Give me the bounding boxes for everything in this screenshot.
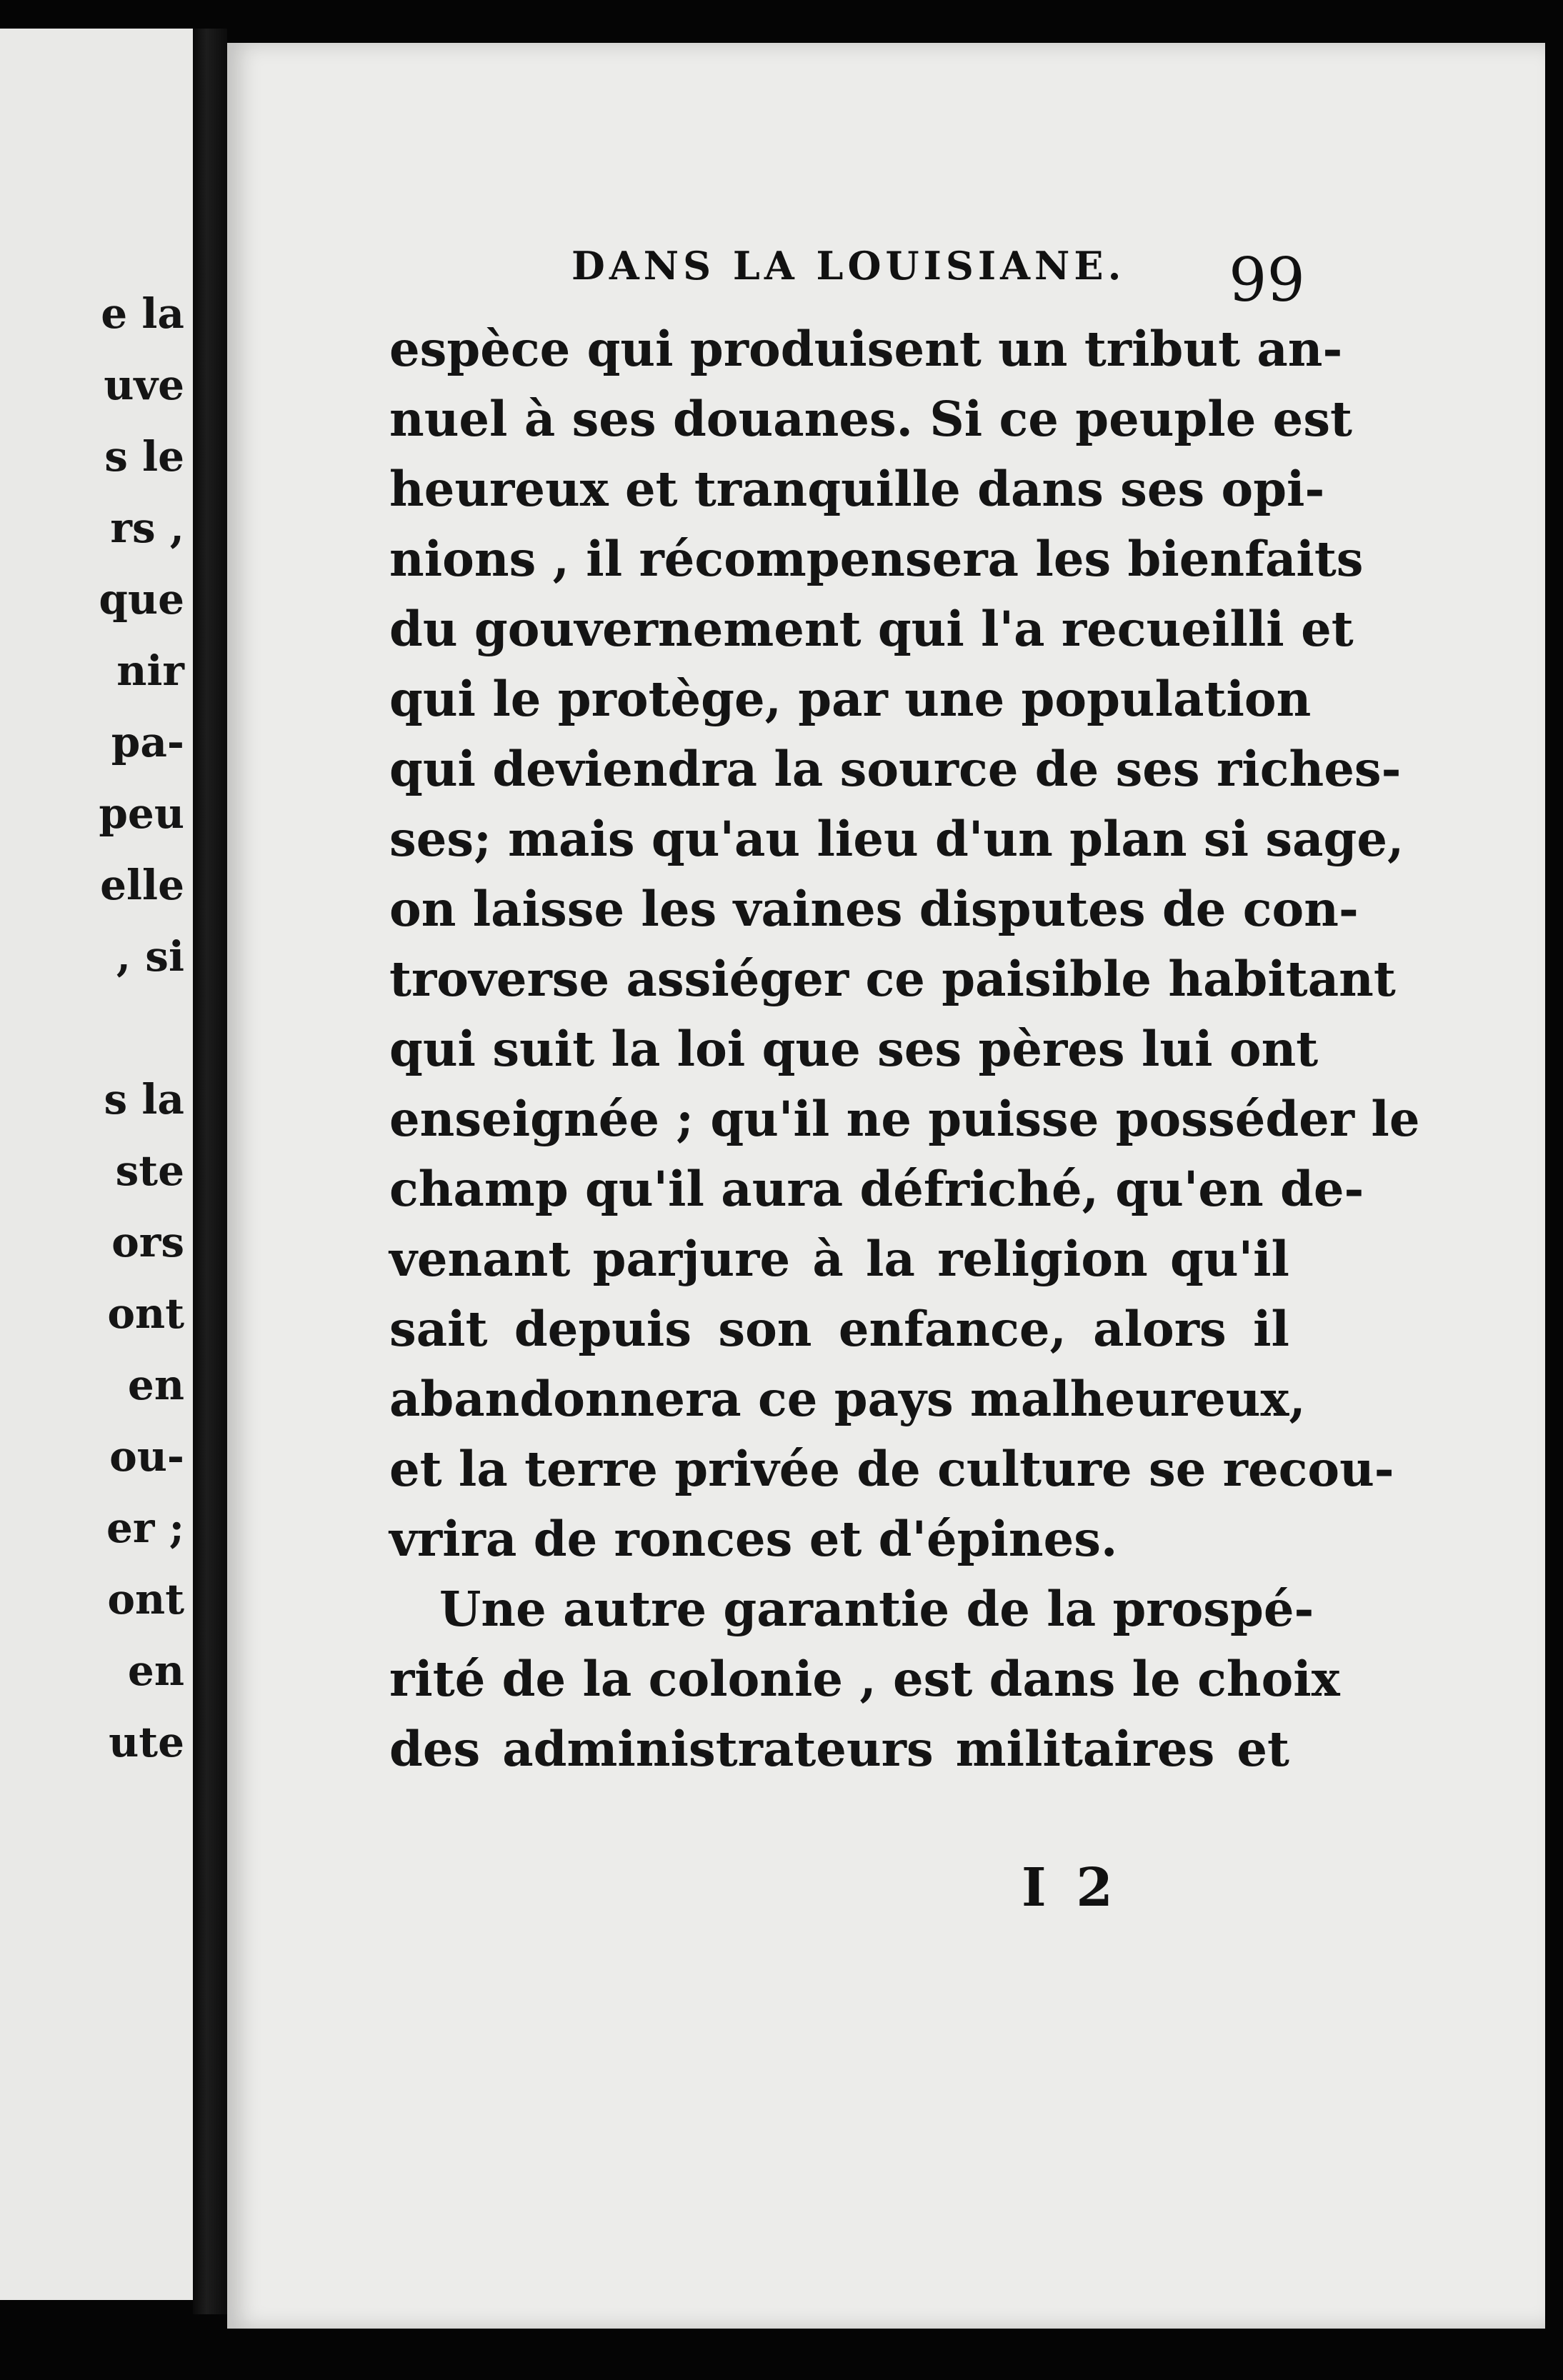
text-line: enseignée ; qu'il ne puisse posséder le (389, 1091, 1420, 1147)
facing-page-line: e la (101, 289, 184, 338)
text-line: qui le protège, par une population (389, 671, 1312, 727)
book-gutter (193, 29, 227, 2314)
facing-page-line: ou- (109, 1432, 184, 1481)
text-line: sait depuis son enfance, alors il (389, 1301, 1289, 1357)
text-line: heureux et tranquille dans ses opi- (389, 461, 1325, 517)
text-line: qui suit la loi que ses pères lui ont (389, 1021, 1319, 1077)
facing-page-line: ute (109, 1718, 184, 1766)
text-line: ses; mais qu'au lieu d'un plan si sage, (389, 811, 1404, 867)
running-title: DANS LA LOUISIANE. (571, 243, 1126, 289)
facing-page-line: en (127, 1646, 184, 1695)
facing-page-line: rs , (110, 504, 184, 552)
scan-bottom-edge (207, 2329, 1550, 2380)
signature-mark: I 2 (1022, 1857, 1119, 1919)
facing-page-line: nir (116, 646, 184, 695)
text-line: Une autre garantie de la prospé- (439, 1581, 1314, 1637)
facing-page-line: peu (99, 789, 184, 838)
page-number: 99 (1229, 245, 1305, 315)
facing-page-line: elle (100, 861, 184, 909)
facing-page-left (0, 29, 193, 2300)
text-line: vrira de ronces et d'épines. (389, 1511, 1118, 1567)
facing-page-line: en (127, 1361, 184, 1409)
facing-page-line: ors (111, 1218, 184, 1266)
text-line: on laisse les vaines disputes de con- (389, 881, 1359, 937)
paragraph-1 (389, 314, 1420, 1574)
facing-page-line: s la (104, 1075, 184, 1124)
paragraph-2 (389, 1574, 1340, 1784)
text-line: et la terre privée de culture se recou- (389, 1441, 1394, 1497)
body-text (389, 314, 1420, 1784)
text-line: venant parjure à la religion qu'il (389, 1231, 1289, 1287)
text-line: qui deviendra la source de ses riches- (389, 741, 1402, 797)
facing-page-line: , si (116, 932, 184, 981)
facing-page-line: s le (104, 432, 184, 481)
text-line: abandonnera ce pays malheureux, (389, 1371, 1306, 1427)
text-line: troverse assiéger ce paisible habitant (389, 951, 1396, 1007)
text-line: du gouvernement qui l'a recueilli et (389, 601, 1354, 657)
text-line: champ qu'il aura défriché, qu'en de- (389, 1161, 1364, 1217)
text-line: nuel à ses douanes. Si ce peuple est (389, 391, 1352, 447)
facing-page-line: que (99, 575, 184, 624)
facing-page-line: uve (104, 361, 184, 409)
text-line: des administrateurs militaires et (389, 1721, 1289, 1777)
facing-page-line: er ; (106, 1504, 184, 1552)
text-line: espèce qui produisent un tribut an- (389, 321, 1343, 377)
facing-page-line: ste (115, 1146, 184, 1195)
text-line: rité de la colonie , est dans le choix (389, 1651, 1340, 1707)
facing-page-line: ont (107, 1575, 184, 1624)
facing-page-line: pa- (111, 718, 184, 766)
facing-page-line: ont (107, 1289, 184, 1338)
text-line: nions , il récompensera les bienfaits (389, 531, 1364, 587)
